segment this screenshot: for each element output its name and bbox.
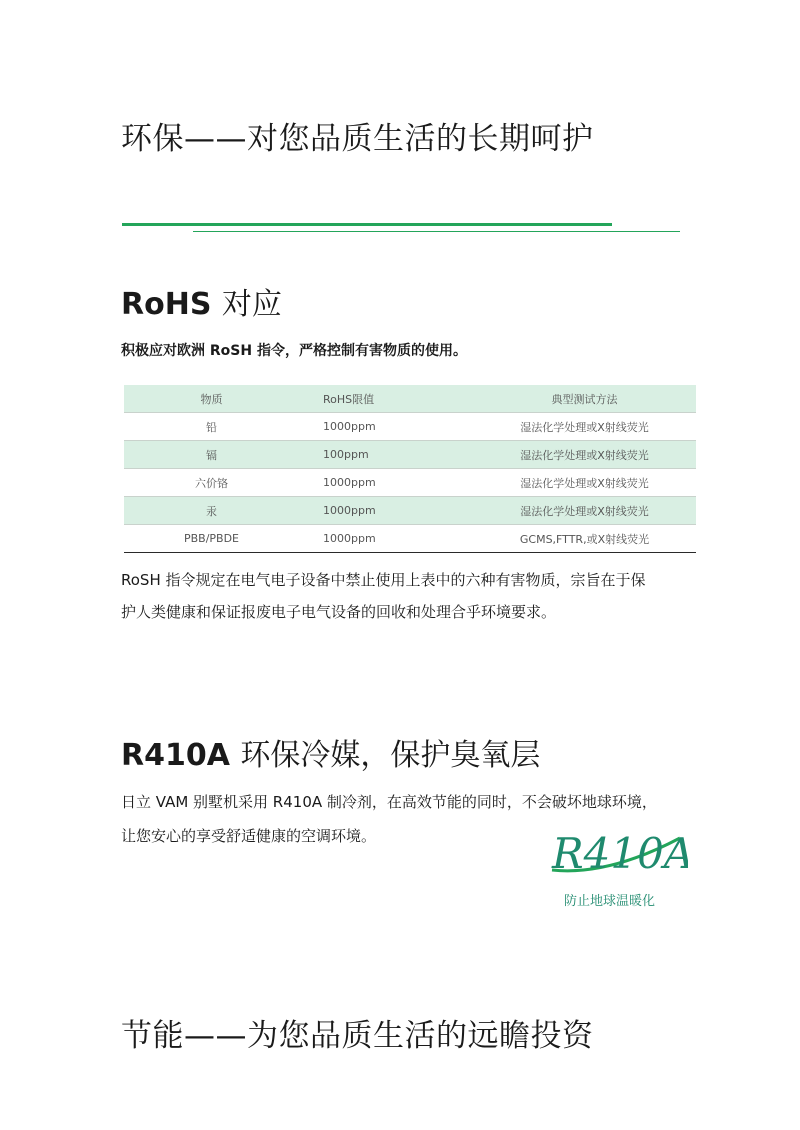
r410a-line2: 让您安心的享受舒适健康的空调环境。 bbox=[121, 827, 377, 845]
r410a-heading bbox=[121, 730, 540, 774]
table-row bbox=[124, 525, 696, 553]
section-title-environment: 环保——对您品质生活的长期呵护 bbox=[121, 121, 594, 157]
r410a-line1: 日立 VAM 别墅机采用 R410A 制冷剂，在高效节能的同时，不会破坏地球环境， bbox=[121, 793, 657, 811]
divider-thin bbox=[193, 231, 680, 232]
table-row bbox=[124, 413, 696, 441]
cell-substance: 汞 bbox=[124, 497, 299, 525]
cell-limit: 1000ppm bbox=[299, 413, 473, 441]
divider-thick bbox=[122, 223, 612, 226]
table-row bbox=[124, 441, 696, 469]
rohs-note-line1: RoSH 指令规定在电气电子设备中禁止使用上表中的六种有害物质，宗旨在于保 bbox=[121, 571, 646, 589]
cell-method: 湿法化学处理或X射线荧光 bbox=[473, 441, 696, 469]
rohs-heading-cn: 对应 bbox=[221, 287, 282, 322]
rohs-heading-latin: RoHS bbox=[121, 287, 212, 322]
rohs-table-wrap bbox=[124, 385, 696, 553]
rohs-lead: 积极应对欧洲 RoSH 指令，严格控制有害物质的使用。 bbox=[121, 343, 467, 359]
cell-substance: 六价铬 bbox=[124, 469, 299, 497]
rohs-table bbox=[124, 385, 696, 553]
r410a-heading-latin: R410A bbox=[121, 738, 230, 773]
cell-limit: 1000ppm bbox=[299, 497, 473, 525]
r410a-logo-graphic bbox=[548, 820, 688, 882]
table-row bbox=[124, 469, 696, 497]
r410a-logo bbox=[548, 820, 688, 915]
table-row bbox=[124, 497, 696, 525]
col-header-limit: RoHS限值 bbox=[299, 385, 473, 413]
section-title-energy: 节能——为您品质生活的远瞻投资 bbox=[121, 1018, 594, 1054]
cell-limit: 1000ppm bbox=[299, 469, 473, 497]
cell-method: 湿法化学处理或X射线荧光 bbox=[473, 413, 696, 441]
cell-method: GCMS,FTTR,或X射线荧光 bbox=[473, 525, 696, 553]
col-header-substance: 物质 bbox=[124, 385, 299, 413]
col-header-method: 典型测试方法 bbox=[473, 385, 696, 413]
cell-method: 湿法化学处理或X射线荧光 bbox=[473, 469, 696, 497]
cell-substance: PBB/PBDE bbox=[124, 525, 299, 553]
table-header-row bbox=[124, 385, 696, 413]
rohs-note-line2: 护人类健康和保证报废电子电气设备的回收和处理合乎环境要求。 bbox=[121, 603, 557, 621]
rohs-note bbox=[121, 565, 701, 627]
r410a-logo-caption: 防止地球温暖化 bbox=[564, 894, 656, 909]
cell-substance: 镉 bbox=[124, 441, 299, 469]
r410a-heading-cn: 环保冷媒，保护臭氧层 bbox=[240, 738, 541, 773]
cell-limit: 100ppm bbox=[299, 441, 473, 469]
cell-substance: 铅 bbox=[124, 413, 299, 441]
cell-method: 湿法化学处理或X射线荧光 bbox=[473, 497, 696, 525]
r410a-logo-text: R410A bbox=[552, 829, 688, 878]
cell-limit: 1000ppm bbox=[299, 525, 473, 553]
rohs-heading bbox=[121, 279, 282, 323]
